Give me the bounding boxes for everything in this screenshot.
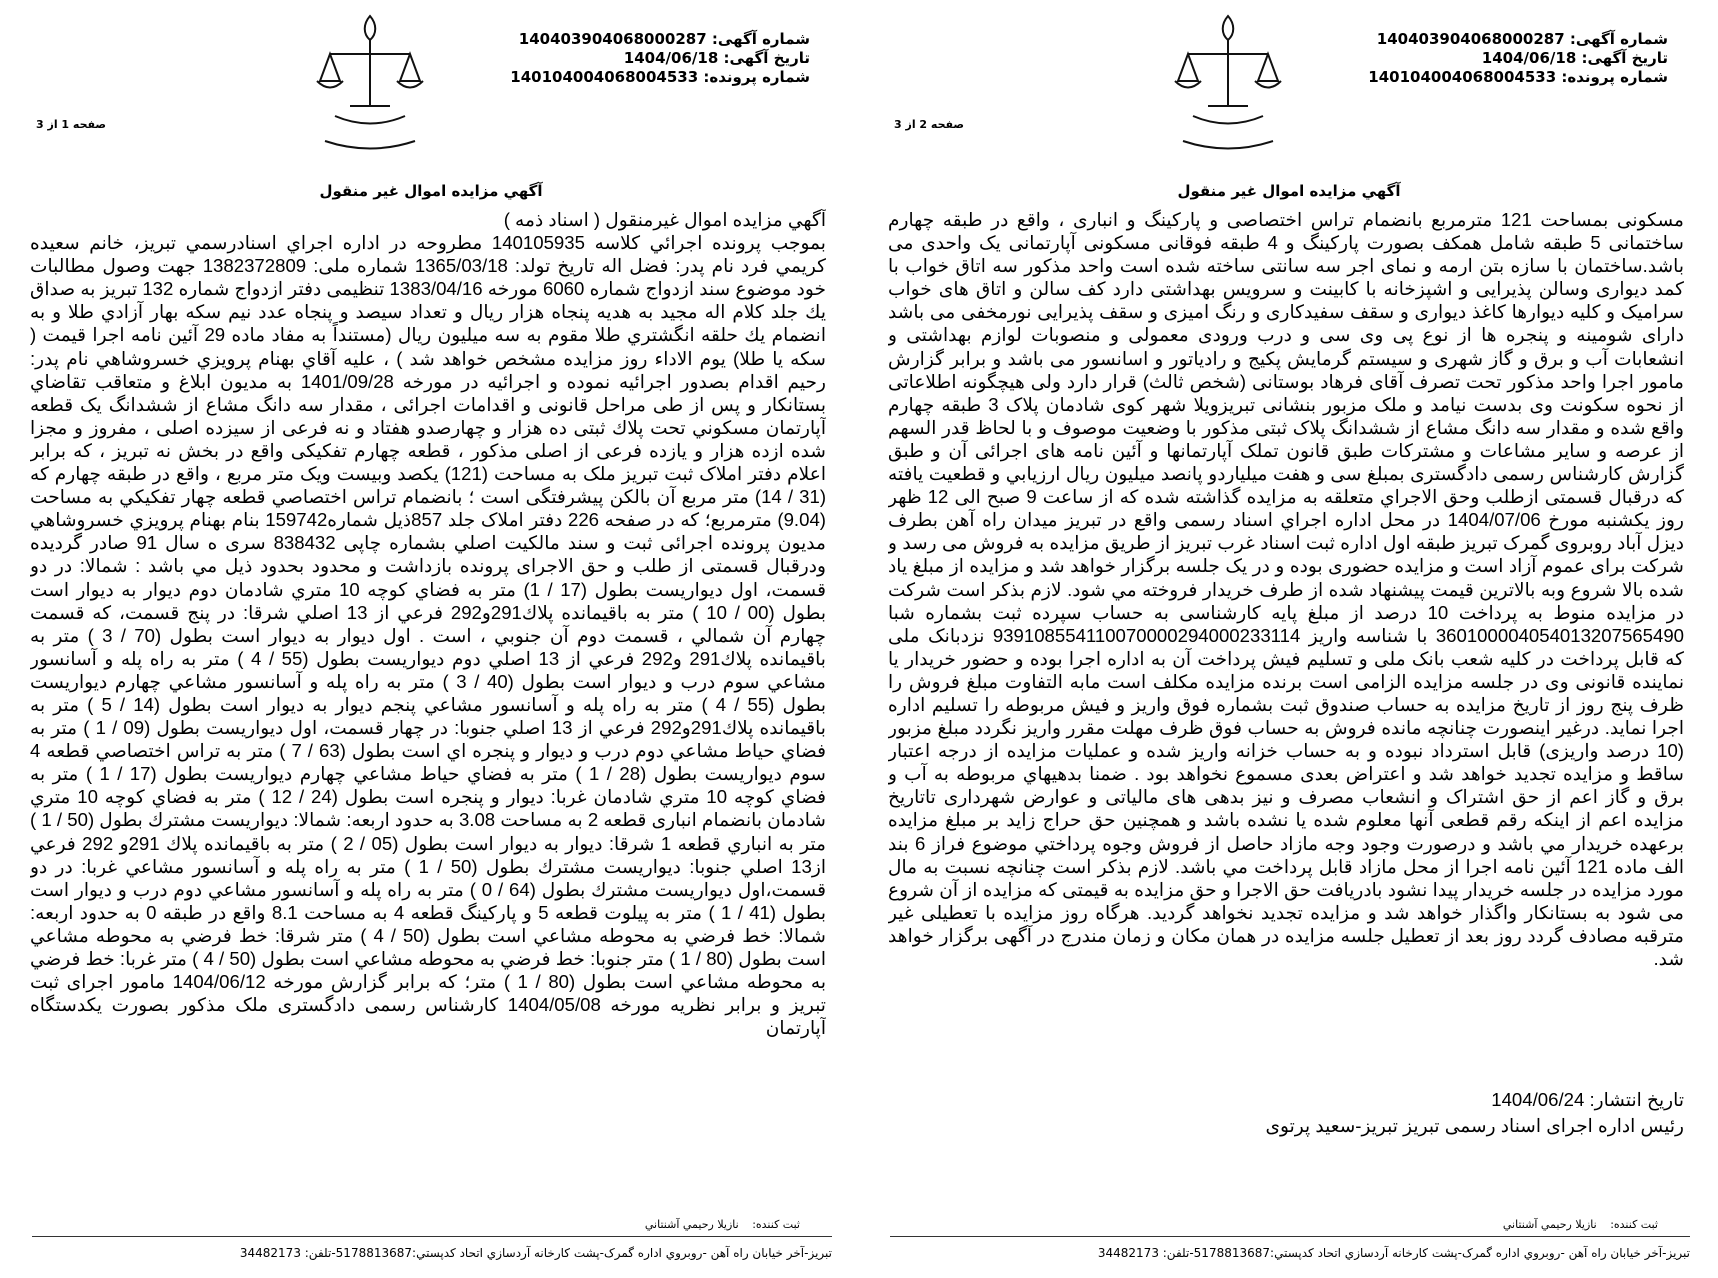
footer-divider (890, 1236, 1690, 1237)
case-number: 140104004068004533 (510, 68, 699, 86)
signer-name: نازيلا رحيمي آشنتاني (1502, 1218, 1597, 1231)
signer-name: نازيلا رحيمي آشنتاني (644, 1218, 739, 1231)
case-number-label: شماره پرونده: (1561, 68, 1668, 86)
notice-number-label: شماره آگهی: (711, 30, 810, 48)
notice-date-label: تاریخ آگهی: (723, 49, 810, 67)
signer-label: ثبت كننده: (1610, 1218, 1658, 1231)
judiciary-emblem-icon (305, 6, 435, 156)
notice-subtitle: آگهي مزايده اموال غيرمنقول ( اسناد ذمه ) (503, 209, 826, 230)
page-title: آگهي مزايده اموال غير منقول (319, 182, 543, 200)
official-signature: رئيس اداره اجرای اسناد رسمی تبريز تبريز-سعيد پرتوی (1265, 1115, 1684, 1136)
notice-page-1 (22, 0, 840, 1278)
notice-date-label: تاریخ آگهی: (1581, 49, 1668, 67)
judiciary-emblem-icon (1163, 6, 1293, 156)
page-title: آگهي مزايده اموال غير منقول (1177, 182, 1401, 200)
case-number-label: شماره پرونده: (703, 68, 810, 86)
case-number: 140104004068004533 (1368, 68, 1557, 86)
footer-divider (32, 1236, 832, 1237)
page-label: صفحه 1 از 3 (36, 118, 107, 131)
publish-date-label: تاريخ انتشار: (1589, 1089, 1684, 1110)
notice-page-2 (880, 0, 1698, 1278)
signer (1503, 1218, 1658, 1231)
notice-number: 140403904068000287 (1376, 30, 1565, 48)
signer (645, 1218, 800, 1231)
page-label: صفحه 2 از 3 (894, 118, 965, 131)
notice-number-label: شماره آگهی: (1569, 30, 1668, 48)
publish-date-line (1491, 1088, 1684, 1111)
notice-number: 140403904068000287 (518, 30, 707, 48)
office-address: تبريز-آخر خيابان راه آهن -روبروي اداره گمرک-پشت كارخانه آردسازي اتحاد كدپستي:5178813687-تلفن: 34482173 (239, 1246, 832, 1260)
publish-date: 1404/06/24 (1491, 1089, 1585, 1110)
office-address: تبريز-آخر خيابان راه آهن -روبروي اداره گمرک-پشت كارخانه آردسازي اتحاد كدپستي:5178813687-تلفن: 34482173 (1097, 1246, 1690, 1260)
notice-header (480, 30, 810, 87)
signer-label: ثبت كننده: (752, 1218, 800, 1231)
notice-date: 1404/06/18 (1481, 49, 1577, 67)
notice-text: بموجب پرونده اجرائي كلاسه 140105935 مطروحه در اداره اجراي اسنادرسمي تبريز، خانم سعيده كريمي فرد نام پدر: فضل اله تاريخ تولد: 1365/03/18 شماره ملی: 1382372809 جهت وصول مطالبات خود موضوع سند ازدواج شماره 6060 مورخه 1383/04/16 تنظيمی دفتر ازدواج شماره 132 تبريز به صداق يك جلد كلام اله مجيد به هديه پنجاه هزار ريال و تعداد سيصد و پنجاه عدد نيم سكه بهار آزادي طلا و به انضمام يك حلقه انگشتري طلا مقوم به سه ميليون ريال (مستنداً به مفاد ماده 29 آئين نامه اجرا قيمت ( سكه يا طلا) يوم الاداء روز مزايده مشخص خواهد شد ) ، علیه آقاي بهنام پرويزي خسروشاهي نام پدر: رحيم اقدام بصدور اجرائيه نموده و اجرائيه در مورخه 1401/09/28 به مديون ابلاغ و متعاقب تقاضاي بستانكار و پس از طی مراحل قانونی و اقدامات اجرائی ، مقدار سه دانگ مشاع از ششدانگ يک قطعه آپارتمان مسكوني تحت پلاك ثبتی ده هزار و چهارصدو هفتاد و نه فرعی از سيزده اصلی ، مفروز و مجزا شده ازده هزار و يازده فرعی از اصلی مذكور ، قطعه چهارم تفكيكی واقع در بخش نه تبريز ، كه برابر اعلام دفتر املاک ثبت تبريز ملک به مساحت (121) يكصد وبيست ويک متر مربع ، واقع در طبقه چهارم كه (31 / 14) متر مربع آن بالكن پيشرفتگی است ؛ بانضمام تراس اختصاصي قطعه چهار تفكيكي به مساحت (9.04) مترمربع؛ كه در صفحه 226 دفتر املاک جلد 857ذيل شماره159742 بنام بهنام پرويزي خسروشاهي مديون پرونده اجرائی ثبت و سند مالكيت اصلي بشماره چاپی 838432 سری ه سال 91 صادر گرديده ودرقبال قسمتی از طلب و حق الاجرای پرونده بازداشت و محدود بحدود ذيل مي باشد : شمالا: در دو قسمت، اول ديواريست بطول (17 / 1) متر به فضاي كوچه 10 متري شادمان دوم ديوار به ديوار است بطول (00 / 10 ) متر به باقيمانده پلاك291و292 فرعي از 13 اصلي شرقا: در پنج قسمت، كه قسمت چهارم آن شمالي ، قسمت دوم آن جنوبي ، است . اول ديوار به ديوار است بطول (70 / 3 ) متر به باقيمانده پلاك291 و292 فرعي از 13 اصلي دوم ديواريست بطول (55 / 4 ) متر به راه پله و آسانسور مشاعي سوم درب و ديوار است بطول (40 / 3 ) متر به راه پله و آسانسور مشاعي چهارم ديواريست بطول (55 / 4 ) متر به راه پله و آسانسور مشاعي پنجم ديوار به ديوار است بطول (14 / 5 ) متر به باقيمانده پلاك291و292 فرعي از 13 اصلي جنوبا: در چهار قسمت، اول ديواريست بطول (09 / 1 ) متر به فضاي حياط مشاعي دوم درب و ديوار و پنجره اي است بطول (63 / 7 ) متر به تراس اختصاصي قطعه 4 سوم ديواريست بطول (28 / 1 ) متر به فضاي حياط مشاعي چهارم ديواريست بطول (17 / 1 ) متر به فضاي كوچه 10 متري شادمان غربا: ديوار و پنجره است بطول (24 / 12 ) متر به فضاي كوچه 10 متري شادمان بانضمام انباری قطعه 2 به مساحت 3.08 به حدود اربعه: شمالا: ديواريست مشترك بطول (50 / 1 ) متر به انباري قطعه 1 شرقا: ديوار به ديوار است بطول (05 / 2 ) متر به باقيمانده پلاك 291و 292 فرعي از13 اصلي جنوبا: ديواريست مشترك بطول (50 / 1 ) متر به راه پله و آسانسور مشاعي غربا: در دو قسمت،اول ديواريست مشترك بطول (64 / 0 ) متر به راه پله و آسانسور مشاعي دوم درب و ديوار است بطول (41 / 1 ) متر به پيلوت قطعه 5 و پاركينگ قطعه 4 به مساحت 8.1 واقع در طبقه 0 به حدود اربعه: شمالا: خط فرضي به محوطه مشاعي است بطول (50 / 4 ) متر شرقا: خط فرضي به محوطه مشاعي است بطول (80 / 1 ) متر جنوبا: خط فرضي به محوطه مشاعي است بطول (50 / 4 ) متر غربا: خط فرضي به محوطه مشاعي است بطول (80 / 1 ) متر؛ كه برابر گزارش مورخه 1404/06/12 مامور اجرای ثبت تبريز و برابر نظريه مورخه 1404/05/08 كارشناس رسمی دادگستری ملک مذكور بصورت يكدستگاه آپارتمان (30, 232, 826, 1039)
notice-body (888, 208, 1684, 1066)
notice-text: مسكونی بمساحت 121 مترمربع بانضمام تراس اختصاصی و پاركينگ و انباری ، واقع در طبقه چهارم ساختمانی 5 طبقه شامل همكف بصورت پاركينگ و 4 طبقه فوقانی مسكونی آپارتمانی يک واحدی می باشد.ساختمان با سازه بتن ارمه و نمای اجر سه سانتی ساخته شده است واحد مذكور سه اتاق خواب با كمد ديواری وسالن پذيرايی و اشپزخانه با كابينت و سرويس بهداشتی دارد كف سالن و اتاق های خواب سراميک و كليه ديوارها كاغذ ديواری و سقف سفيدكاری و رنگ اميزی و سقف پذيرايی نورمخفی می باشد دارای شومينه و پنجره ها از نوع پی وی سی و درب ورودی معمولی و منصوبات لوازم بهداشتی و انشعابات آب و برق و گاز شهری و سيستم گرمايش پكيج و رادياتور و اسانسور می باشد و برابر گزارش مامور اجرا واحد مذكور تحت تصرف آقای فرهاد بوستانی (شخص ثالث) قرار دارد ولی هيچگونه اطلاعاتی از نحوه سكونت وی بدست نيامد و ملک مزبور بنشانی تبريزويلا شهر كوی شادمان پلاک 3 طبقه چهارم واقع شده و مقدار سه دانگ مشاع از ششدانگ پلاک ثبتی مذكور با وضعيت موصوف و با لحاظ قدر السهم از عرصه و ساير مشاعات و مشتركات طبق قانون تملک آپارتمانها و آئين نامه های اجرائی آن و طبق گزارش كارشناس رسمی دادگستری بمبلغ سی و هفت ميلياردو پانصد ميليون ريال ارزيابي و قطعيت يافته كه درقبال قسمتی ازطلب وحق الاجراي متعلقه به مزايده گذاشته شده كه از ساعت 9 صبح الی 12 ظهر روز يكشنبه مورخ 1404/07/06 در محل اداره اجراي اسناد رسمی واقع در تبريز ميدان راه آهن بطرف ديزل آباد روبروی گمرک تبريز طبقه اول اداره ثبت اسناد غرب تبريز از طريق مزايده به فروش می رسد و شركت برای عموم آزاد است و مزايده حضوری بوده و در يک جلسه برگزار خواهد شد و مزايده از مبلغ ياد شده بالا شروع وبه بالاترين قيمت پيشنهاد شده از طرف خريدار فروخته مي شود. لازم بذكر است شركت در مزايده منوط به پرداخت 10 درصد از مبلغ پايه كارشناسی به حساب سپرده ثبت بشماره شبا 360100004054013207565490 با شناسه واريز 939108554110070000294000233114 نزدبانک ملی كه قابل پرداخت در كليه شعب بانک ملی و تسليم فيش پرداخت آن به اداره اجرا بوده و حضور خريدار يا نماينده قانونی وی در جلسه مزايده الزامی است برنده مزايده مكلف است مابه التفاوت مبلغ فروش را ظرف پنج روز از تاريخ مزايده به حساب صندوق ثبت بشماره فوق واريز و فيش مربوطه را تسليم اداره اجرا نمايد. درغير اينصورت چنانچه مانده فروش به حساب فوق ظرف مهلت مقرر واريز نگردد مبلغ مزبور (10 درصد واريزی) قابل استرداد نبوده و به حساب خزانه واريز شده و عمليات مزايده از درجه اعتبار ساقط و مزايده تجديد خواهد شد و اعتراض بعدی مسموع نخواهد بود . ضمنا بدهيهاي مربوطه به آب و برق و گاز اعم از حق اشتراک و انشعاب مصرف و نيز بدهی های مالياتی و عوارض شهرداری تاتاريخ مزايده اعم از اينكه رقم قطعی آنها معلوم شده يا نشده باشد و همچنين حق حراج زايد بر مبلغ مزايده برعهده خريدار مي باشد و درصورت وجود وجه مازاد حاصل از فروش وجوه پرداختي موضوع فراز 6 بند الف ماده 121 آئين نامه اجرا از محل مازاد قابل پرداخت مي باشد. لازم بذكر است چنانچه نسبت به مال مورد مزايده در جلسه خريدار پيدا نشود بادريافت حق الاجرا و حق مزايده به قيمتی كه مزايده از آن شروع می شود به بستانكار واگذار خواهد شد و مزايده تجديد نخواهد گرديد. هرگاه روز مزايده با تعطيلی غير مترقبه مصادف گردد روز بعد از تعطيل جلسه مزايده در همان مكان و زمان مندرج در آگهی برگزار خواهد شد. (888, 209, 1684, 969)
notice-body (30, 208, 826, 1108)
notice-header (1338, 30, 1668, 87)
notice-date: 1404/06/18 (623, 49, 719, 67)
